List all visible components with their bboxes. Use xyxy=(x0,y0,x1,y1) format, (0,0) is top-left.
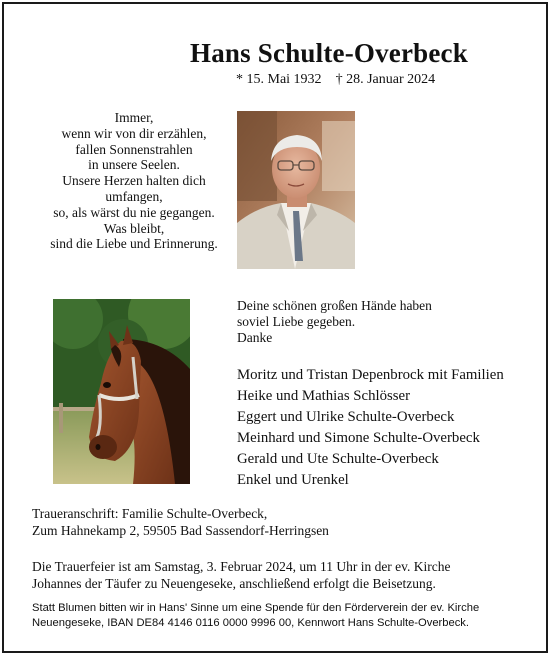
mourner-entry: Moritz und Tristan Depenbrock mit Familien xyxy=(237,367,504,383)
funeral-service-info xyxy=(32,558,451,592)
portrait-photo-image xyxy=(237,111,355,269)
mourning-address xyxy=(32,505,329,539)
life-dates xyxy=(236,72,435,88)
poem-line: wenn wir von dir erzählen, xyxy=(61,125,207,141)
poem xyxy=(34,110,234,252)
service-line-2: Johannes der Täufer zu Neuengeseke, anschließend erfolgt die Beisetzung. xyxy=(32,576,436,591)
horse-photo xyxy=(53,299,190,484)
mourner-entry: Meinhard und Simone Schulte-Overbeck xyxy=(237,430,480,446)
mourner-entry: Enkel und Urenkel xyxy=(237,472,349,488)
mourner-entry: Heike und Mathias Schlösser xyxy=(237,388,411,404)
mourner-entry: Gerald und Ute Schulte-Overbeck xyxy=(237,451,439,467)
birth-date: * 15. Mai 1932 xyxy=(236,72,322,87)
address-line-2: Zum Hahnekamp 2, 59505 Bad Sassendorf-Herringsen xyxy=(32,523,329,538)
quote-line: Deine schönen großen Hände haben xyxy=(237,298,432,313)
poem-line: Unsere Herzen halten dich xyxy=(62,173,206,189)
portrait-photo xyxy=(237,111,355,269)
mourner-entry: Eggert und Ulrike Schulte-Overbeck xyxy=(237,409,455,425)
poem-line: in unsere Seelen. xyxy=(88,157,180,173)
quote-line: Danke xyxy=(237,330,273,345)
poem-line: umfangen, xyxy=(105,188,163,204)
mourners-list xyxy=(237,365,504,491)
service-line-1: Die Trauerfeier ist am Samstag, 3. Februar 2024, um 11 Uhr in der ev. Kirche xyxy=(32,559,451,574)
quote-line: soviel Liebe gegeben. xyxy=(237,314,356,329)
donation-line-2: Neuengeseke, IBAN DE84 4146 0116 0000 9996 00, Kennwort Hans Schulte-Overbeck. xyxy=(32,616,470,629)
donation-note xyxy=(32,601,479,630)
address-line-1: Traueranschrift: Familie Schulte-Overbeck, xyxy=(32,506,268,521)
obituary-frame xyxy=(2,2,548,653)
death-date: † 28. Januar 2024 xyxy=(335,72,436,87)
poem-line: Was bleibt, xyxy=(103,220,165,236)
poem-line: so, als wärst du nie gegangen. xyxy=(53,204,215,220)
farewell-quote xyxy=(237,298,432,346)
poem-line: Immer, xyxy=(114,110,154,125)
poem-line: fallen Sonnenstrahlen xyxy=(75,141,193,157)
donation-line-1: Statt Blumen bitten wir in Hans' Sinne um eine Spende für den Förderverein der ev. Kirche xyxy=(32,602,480,614)
deceased-name: Hans Schulte-Overbeck xyxy=(190,38,468,68)
poem-line: sind die Liebe und Erinnerung. xyxy=(50,236,218,252)
horse-photo-image xyxy=(53,299,190,484)
